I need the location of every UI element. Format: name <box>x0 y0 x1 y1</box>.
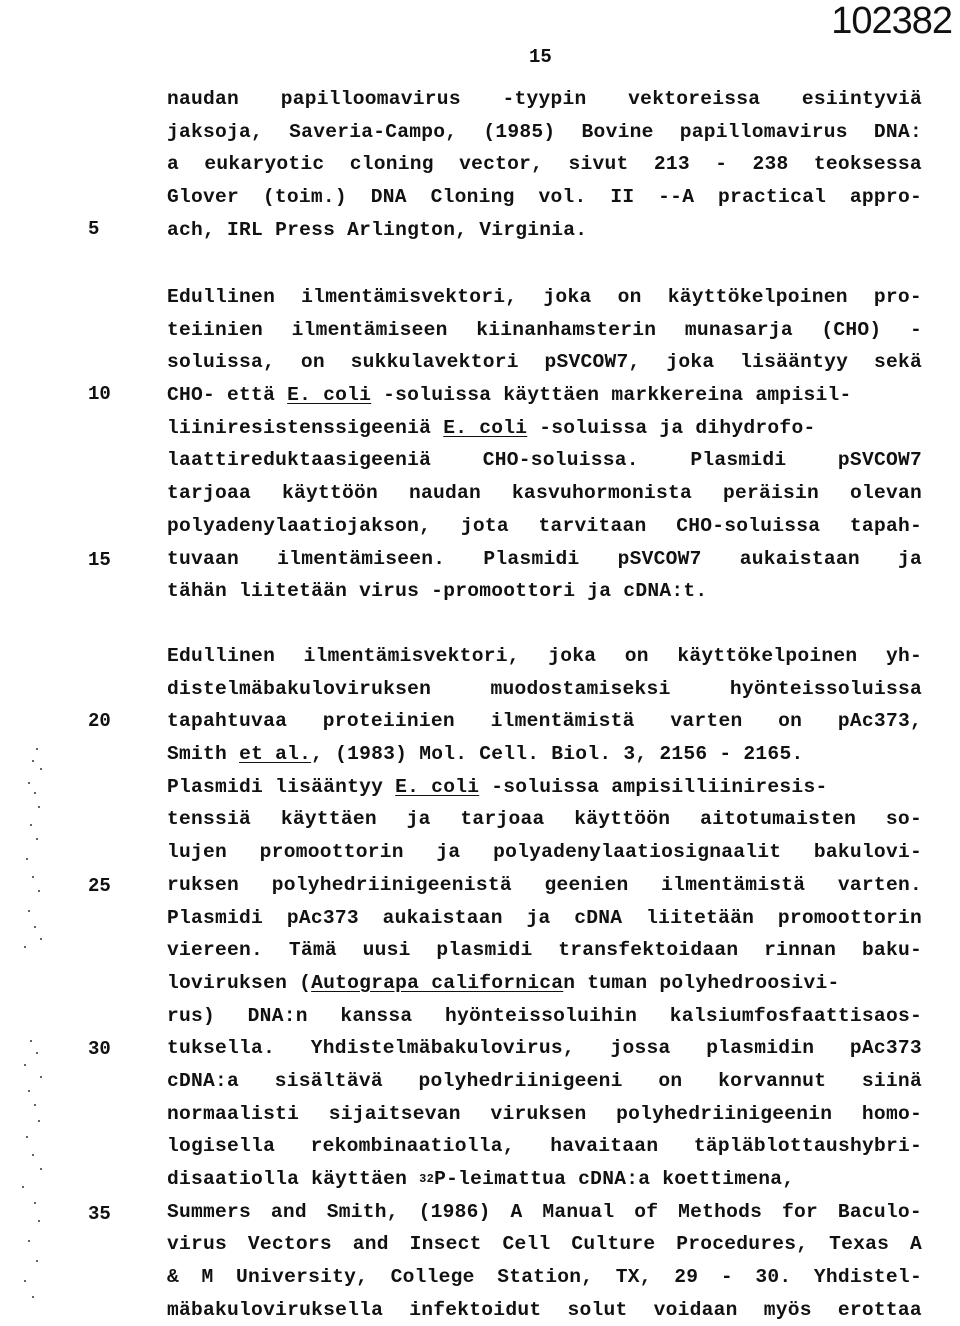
word: - <box>720 1266 733 1289</box>
text-line <box>167 1196 922 1229</box>
word: ja <box>526 906 551 929</box>
word: Culture <box>571 1233 656 1256</box>
word: jota <box>460 514 509 537</box>
word: and <box>270 1200 307 1223</box>
text-segment: -soluissa ampisilliiniresis- <box>479 775 828 798</box>
word: lujen <box>167 841 228 864</box>
word: ilmentämistä <box>490 710 635 733</box>
word: A <box>909 1233 922 1256</box>
word: & <box>167 1266 180 1289</box>
word: DNA: <box>873 120 922 143</box>
word: Manual <box>542 1200 615 1223</box>
line-number-10: 10 <box>88 383 111 405</box>
text-line <box>167 1065 922 1098</box>
word: virus <box>167 1233 228 1256</box>
word: Plasmidi <box>167 906 264 929</box>
word: sijaitsevan <box>328 1102 461 1125</box>
word: solut <box>567 1298 628 1321</box>
word: joka <box>548 645 597 667</box>
word: of <box>634 1200 659 1223</box>
word: normaalisti <box>167 1102 300 1125</box>
text-line <box>167 444 922 477</box>
text-segment: , (1983) Mol. Cell. Biol. 3, 2156 - 2165. <box>311 743 804 766</box>
line-number-20: 20 <box>88 710 111 732</box>
word: täpläblottaushybri- <box>693 1135 922 1158</box>
word: Plasmidi <box>483 547 580 570</box>
word: and <box>352 1233 389 1256</box>
paragraph-1 <box>167 83 922 246</box>
citation-et-al: et al. <box>239 743 312 766</box>
word: pSVCOW7 <box>837 449 922 472</box>
word: polyhedriinigeeni <box>418 1069 623 1092</box>
text-line <box>167 148 922 181</box>
document-number: 102382 <box>831 0 952 42</box>
word: aitotumaisten <box>700 808 857 831</box>
word: sivut <box>568 153 629 176</box>
word: Yhdistel- <box>813 1266 922 1289</box>
paragraph-3 <box>167 640 922 1326</box>
word: -tyypin <box>502 88 587 110</box>
word: on <box>624 645 649 667</box>
word: vol. <box>538 186 587 209</box>
text-line <box>167 281 922 314</box>
word: Texas <box>829 1233 890 1256</box>
word: tapahtuvaa <box>167 710 288 733</box>
species-name: E. coli <box>287 384 372 407</box>
word: Edullinen <box>167 286 276 308</box>
word: Edullinen <box>167 645 276 667</box>
word: M <box>201 1266 214 1289</box>
word: ja <box>436 841 461 864</box>
word: Glover <box>167 186 240 209</box>
text-line <box>167 1098 922 1131</box>
word: joka <box>666 351 715 374</box>
word: Saveria-Campo, <box>289 120 458 143</box>
word: Cloning <box>430 186 515 209</box>
word: distelmäbakuloviruksen <box>167 677 432 700</box>
word: CHO-soluissa <box>676 514 821 537</box>
page-number: 15 <box>529 46 552 68</box>
word: promoottorin <box>777 906 922 929</box>
text-line <box>167 379 922 412</box>
word: Tämä <box>288 939 337 962</box>
word: ja <box>897 547 922 570</box>
word: plasmidin <box>706 1037 815 1060</box>
word: on <box>778 710 803 733</box>
word: pAc373 <box>286 906 359 929</box>
word: polyhedriinigeenin <box>616 1102 833 1125</box>
word: peräisin <box>722 482 820 505</box>
word: pAc373, <box>837 710 922 733</box>
text-segment: n tuman polyhedroosivi- <box>563 971 840 994</box>
word: polyadenylaatiojakson, <box>167 514 432 537</box>
text-line <box>167 314 922 347</box>
word: DNA <box>370 186 407 209</box>
word: Bovine <box>581 120 654 143</box>
word: 238 <box>752 153 789 176</box>
text-line <box>167 640 922 673</box>
word: transfektoidaan <box>558 939 739 962</box>
word: 213 <box>653 153 690 176</box>
text-line: disaatiolla käyttäen 32 P-leimattua cDNA:a koettimena, <box>167 1163 922 1196</box>
line-number-25: 25 <box>88 875 111 897</box>
species-name: E. coli <box>443 416 528 439</box>
word: baku- <box>861 939 922 962</box>
word: rekombinaatiolla, <box>310 1135 515 1158</box>
word: laattireduktaasigeeniä <box>167 449 432 472</box>
word: - <box>715 153 728 176</box>
word: jaksoja, <box>167 120 264 143</box>
word: pSVCOW7, <box>544 351 641 374</box>
word: mäbakuloviruksella <box>167 1298 384 1321</box>
word: tarvitaan <box>538 514 647 537</box>
word: varten <box>670 710 743 733</box>
word: naudan <box>408 482 482 505</box>
word: 30. <box>755 1266 792 1289</box>
text-line <box>167 705 922 738</box>
word: pSVCOW7 <box>617 547 702 570</box>
word: tenssiä <box>167 808 252 831</box>
word: ilmentämiseen <box>291 318 448 341</box>
line-number-35: 35 <box>88 1203 111 1225</box>
word: practical <box>718 186 827 209</box>
word: on <box>300 351 325 374</box>
word: logisella <box>167 1135 276 1158</box>
word: viruksen <box>490 1102 587 1125</box>
word: --A <box>658 186 695 209</box>
word: muodostamiseksi <box>490 677 671 700</box>
text-line <box>167 902 922 935</box>
text-segment: Plasmidi lisääntyy <box>167 775 396 798</box>
word: ilmentämisvektori, <box>303 645 520 667</box>
word: Baculo- <box>837 1200 922 1223</box>
word: korvannut <box>718 1069 827 1092</box>
word: Plasmidi <box>690 449 787 472</box>
word: on <box>617 286 642 308</box>
word: promoottorin <box>259 841 404 864</box>
word: tarjoaa <box>167 482 252 505</box>
word: tuvaan <box>167 547 240 570</box>
line-number-15: 15 <box>88 549 111 571</box>
text-line <box>167 836 922 869</box>
line-number-30: 30 <box>88 1038 111 1060</box>
word: ja <box>406 808 431 831</box>
word: kalsiumfosfaattisaos- <box>669 1004 922 1027</box>
word: A <box>510 1200 523 1223</box>
text-line <box>167 1261 922 1294</box>
text-line <box>167 673 922 706</box>
text-line <box>167 869 922 902</box>
word: Insect <box>409 1233 482 1256</box>
word: 29 <box>674 1266 699 1289</box>
word: Summers <box>167 1200 252 1223</box>
word: cDNA:a <box>167 1069 240 1092</box>
word: voidaan <box>653 1298 738 1321</box>
word: Vectors <box>247 1233 332 1256</box>
word: eukaryotic <box>204 153 325 176</box>
word: papilloomavirus <box>280 88 461 110</box>
text-line <box>167 1294 922 1326</box>
word: jossa <box>610 1037 671 1060</box>
text-segment: Smith <box>167 743 240 766</box>
word: käyttäen <box>280 808 377 831</box>
word: liitetään <box>646 906 755 929</box>
line-number-5: 5 <box>88 218 100 240</box>
text-line <box>167 181 922 214</box>
text-line <box>167 934 922 967</box>
word: a <box>167 153 180 176</box>
word: pro- <box>873 286 922 308</box>
word: ilmentämisvektori, <box>301 286 518 308</box>
text-line <box>167 1130 922 1163</box>
word: (CHO) <box>821 318 882 341</box>
word: CHO-soluissa. <box>482 449 639 472</box>
word: infektoidut <box>409 1298 542 1321</box>
text-line <box>167 967 922 1000</box>
word: plasmidi <box>436 939 533 962</box>
word: TX, <box>615 1266 652 1289</box>
word: tapah- <box>849 514 922 537</box>
word: Procedures, <box>676 1233 809 1256</box>
word: ilmentämiseen. <box>277 547 446 570</box>
species-name: Autograpa californica <box>311 971 564 994</box>
word: varten. <box>837 873 922 896</box>
text-line <box>167 771 922 804</box>
word: proteiinien <box>322 710 455 733</box>
text-line <box>167 412 922 445</box>
word: homo- <box>861 1102 922 1125</box>
text-line <box>167 510 922 543</box>
word: sukkulavektori <box>350 351 519 374</box>
word: papillomavirus <box>679 120 848 143</box>
text-line <box>167 543 922 576</box>
word: for <box>782 1200 819 1223</box>
word: kanssa <box>340 1004 413 1027</box>
word: DNA:n <box>247 1004 308 1027</box>
text-line: tähän liitetään virus -promoottori ja cDNA:t. <box>167 580 708 603</box>
word: erottaa <box>837 1298 922 1321</box>
word: teiinien <box>167 318 264 341</box>
word: (toim.) <box>262 186 347 209</box>
word: viereen. <box>167 939 264 962</box>
word: soluissa, <box>167 351 276 374</box>
species-name: E. coli <box>395 775 480 798</box>
word: polyhedriinigeenistä <box>271 873 512 896</box>
word: sekä <box>873 351 922 374</box>
word: (1986) <box>418 1200 491 1223</box>
text-line <box>167 1228 922 1261</box>
word: joka <box>543 286 592 308</box>
word: kiinanhamsterin <box>476 318 657 341</box>
word: Cell <box>502 1233 551 1256</box>
word: pAc373 <box>849 1037 922 1060</box>
text-segment: loviruksen ( <box>167 971 312 994</box>
word: käyttöön <box>281 482 379 505</box>
word: tuksella. <box>167 1037 276 1060</box>
word: vektoreissa <box>628 88 761 110</box>
word: - <box>909 318 922 341</box>
word: College <box>390 1266 475 1289</box>
word: käyttökelpoinen <box>667 286 848 308</box>
word: hyönteissoluissa <box>729 677 922 700</box>
word: tarjoaa <box>460 808 545 831</box>
word: naudan <box>167 88 240 110</box>
word: ruksen <box>167 873 240 896</box>
text-line <box>167 346 922 379</box>
word: käyttökelpoinen <box>677 645 858 667</box>
word: siinä <box>861 1069 922 1092</box>
word: II <box>610 186 635 209</box>
word: esiintyviä <box>801 88 922 110</box>
text-segment: disaatiolla käyttäen <box>167 1168 420 1190</box>
text-segment: -soluissa käyttäen markkereina ampisil- <box>371 384 852 407</box>
text-line <box>167 803 922 836</box>
text-line <box>167 477 922 510</box>
word: Yhdistelmäbakulovirus, <box>310 1037 575 1060</box>
word: sisältävä <box>274 1069 383 1092</box>
word: hyönteissoluihin <box>445 1004 638 1027</box>
word: on <box>658 1069 683 1092</box>
text-line <box>167 1000 922 1033</box>
word: kasvuhormonista <box>511 482 693 505</box>
word: lisääntyy <box>740 351 849 374</box>
word: rus) <box>167 1004 216 1027</box>
word: geenien <box>544 873 629 896</box>
word: University, <box>236 1266 369 1289</box>
text-segment: liiniresistenssigeeniä <box>167 416 444 439</box>
text-segment: P-leimattua cDNA:a koettimena, <box>434 1168 795 1190</box>
word: olevan <box>849 482 922 505</box>
scan-noise <box>10 740 70 1310</box>
word: (1985) <box>483 120 556 143</box>
word: Methods <box>678 1200 763 1223</box>
word: munasarja <box>684 318 793 341</box>
word: rinnan <box>764 939 837 962</box>
word: teoksessa <box>813 153 922 176</box>
word: cloning <box>349 153 434 176</box>
word: aukaistaan <box>739 547 860 570</box>
word: aukaistaan <box>382 906 503 929</box>
word: vector, <box>459 153 544 176</box>
word: appro- <box>849 186 922 209</box>
text-line <box>167 1032 922 1065</box>
word: polyadenylaatiosignaalit <box>493 841 782 864</box>
word: käyttöön <box>574 808 671 831</box>
word: havaitaan <box>550 1135 659 1158</box>
word: Station, <box>497 1266 594 1289</box>
word: bakulovi- <box>813 841 922 864</box>
text-segment: CHO- että <box>167 384 288 407</box>
paragraph-2 <box>167 281 922 608</box>
word: so- <box>885 808 922 831</box>
text-line: ach, IRL Press Arlington, Virginia. <box>167 218 588 241</box>
text-line <box>167 116 922 149</box>
text-line <box>167 83 922 116</box>
text-segment: -soluissa ja dihydrofo- <box>527 416 816 439</box>
word: Smith, <box>326 1200 399 1223</box>
word: ilmentämistä <box>661 873 806 896</box>
word: uusi <box>362 939 411 962</box>
word: cDNA <box>574 906 623 929</box>
text-line <box>167 738 922 771</box>
word: myös <box>763 1298 812 1321</box>
word: yh- <box>885 645 922 667</box>
